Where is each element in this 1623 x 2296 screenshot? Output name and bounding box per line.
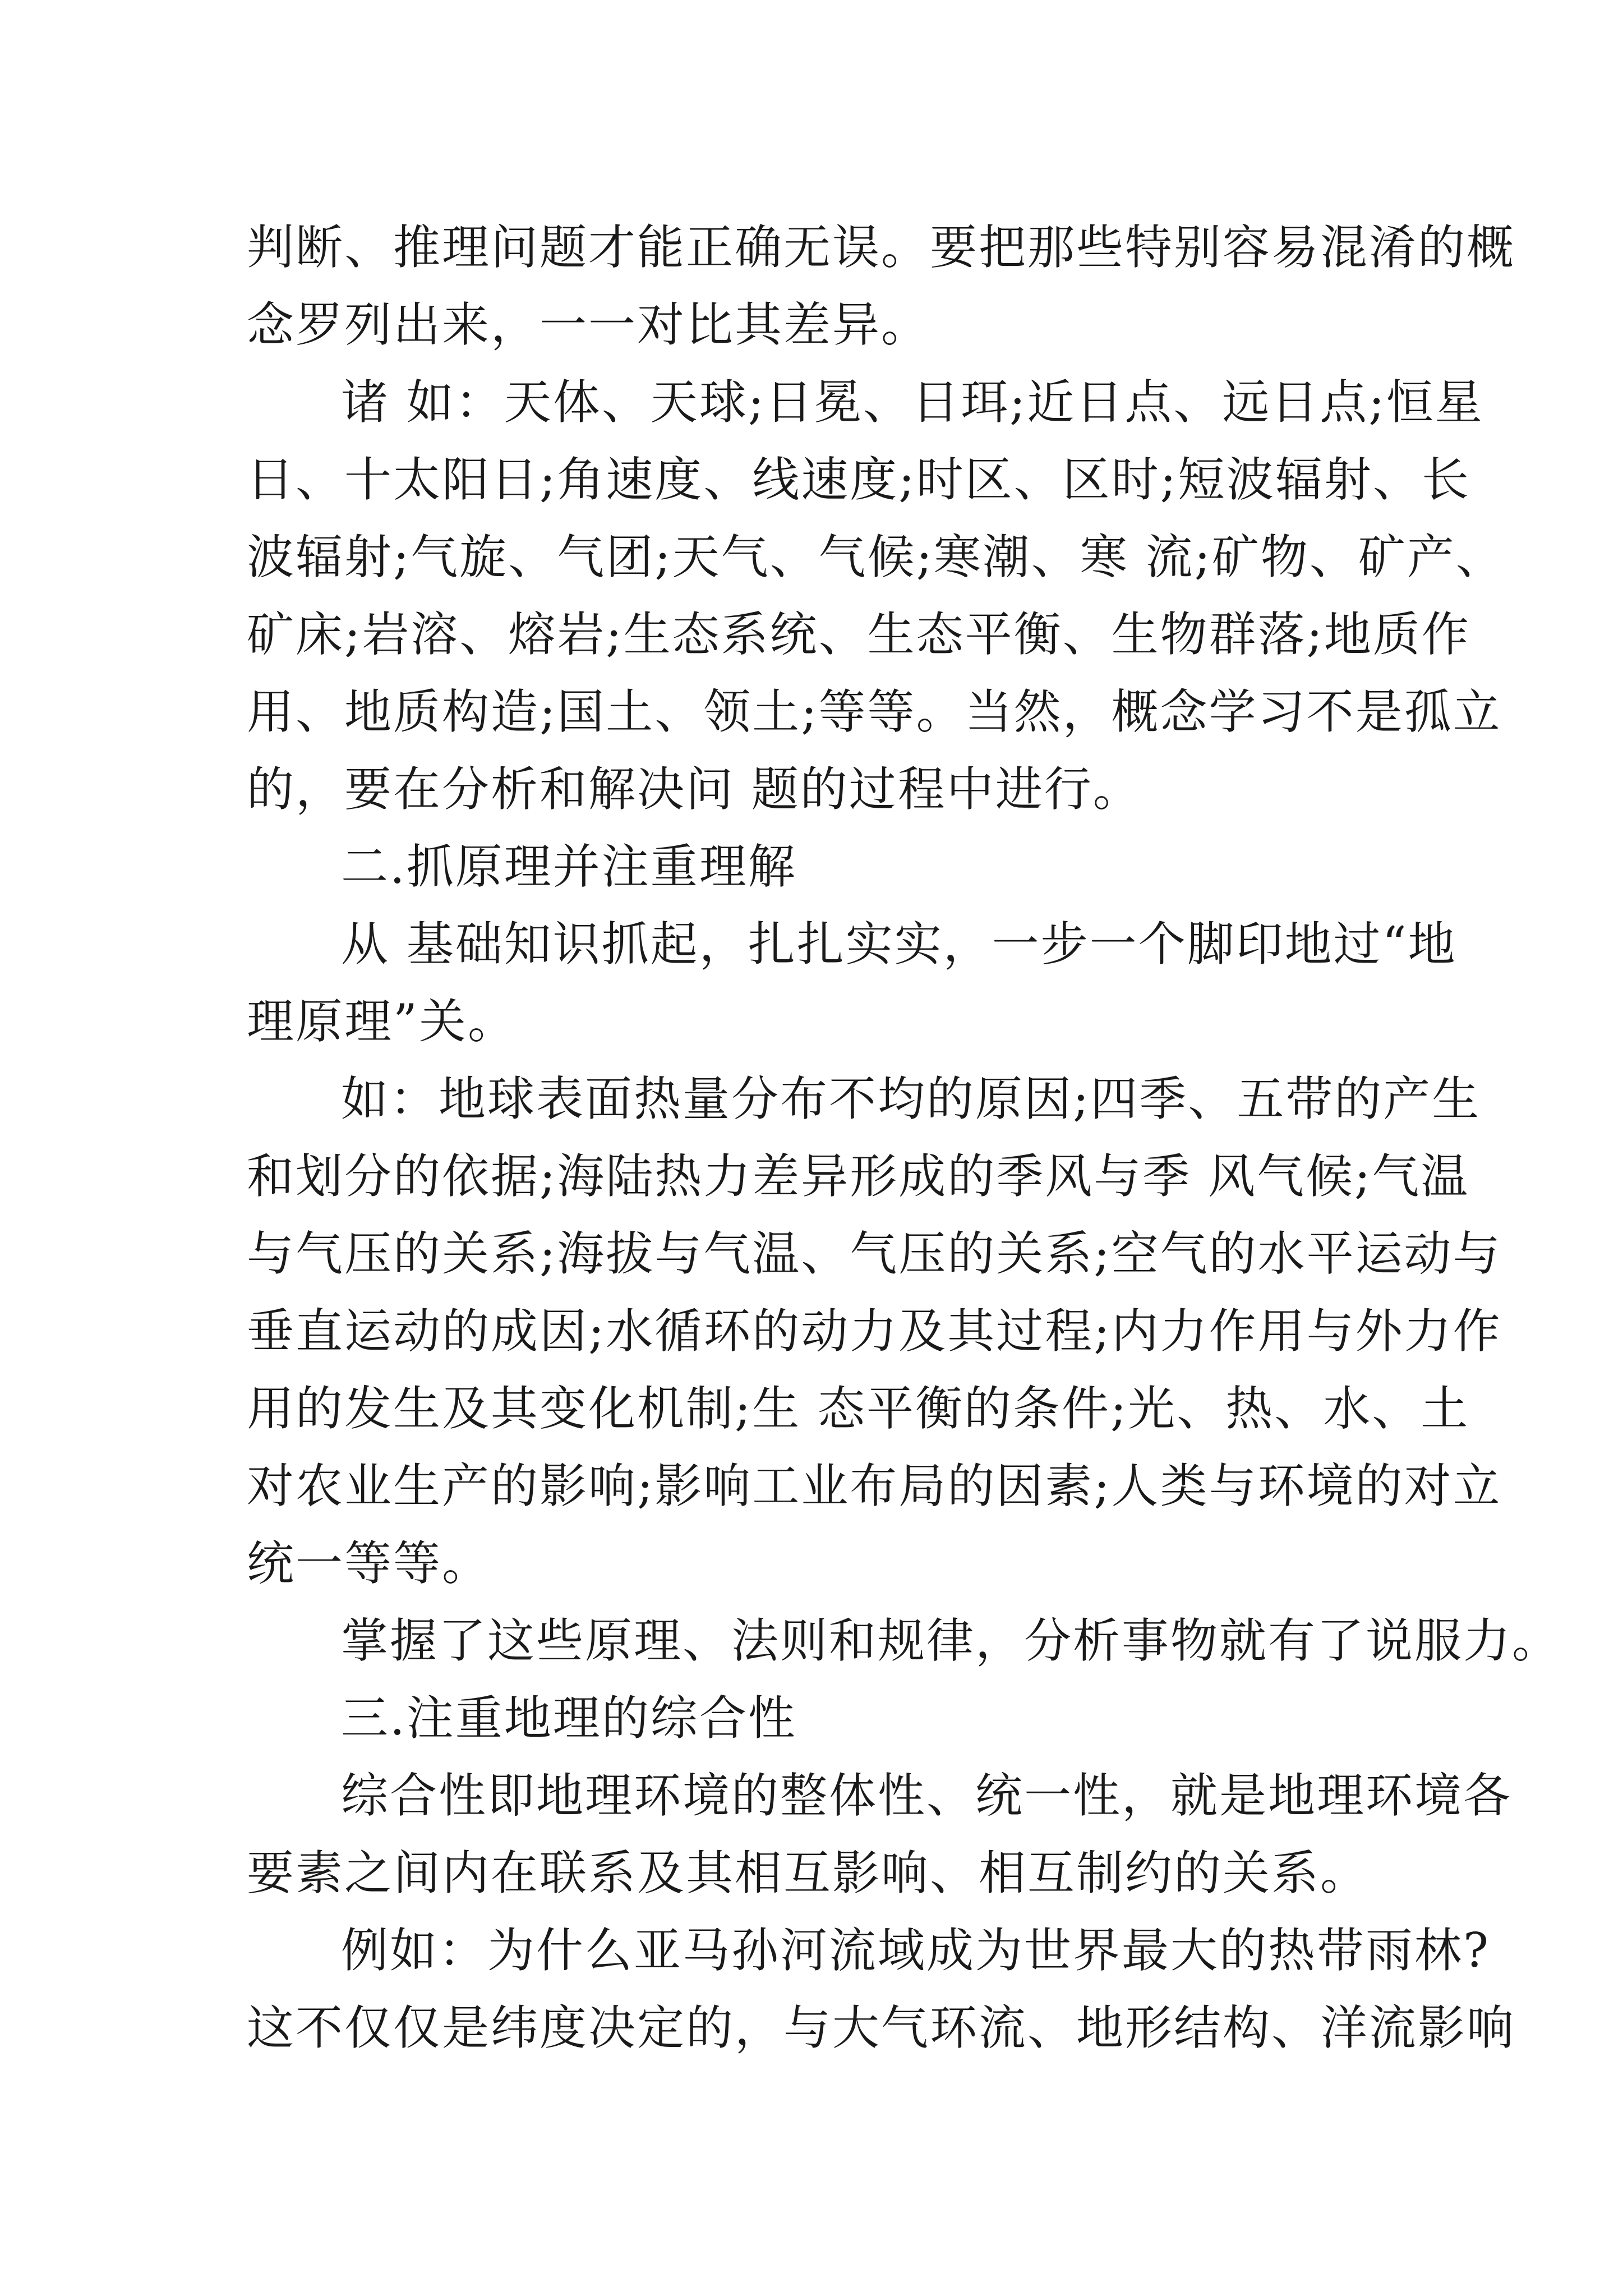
text-line: 矿床;岩溶、熔岩;生态系统、生态平衡、生物群落;地质作 [247, 607, 1470, 662]
text-line: 综合性即地理环境的整体性、统一性，就是地理环境各 [341, 1768, 1513, 1823]
text-line: 例如：为什么亚马孙河流域成为世界最大的热带雨林? [341, 1923, 1491, 1978]
body-text [247, 209, 1561, 2067]
text-line: 掌握了这些原理、法则和规律，分析事物就有了说服力。 [341, 1613, 1561, 1668]
text-line: 与气压的关系;海拔与气温、气压的关系;空气的水平运动与 [247, 1226, 1502, 1281]
text-line: 和划分的依据;海陆热力差异形成的季风与季 风气候;气温 [247, 1149, 1470, 1204]
text-line: 的，要在分析和解决问 题的过程中进行。 [247, 762, 1142, 817]
text-line: 垂直运动的成因;水循环的动力及其过程;内力作用与外力作 [247, 1304, 1502, 1359]
text-line: 从 基础知识抓起，扎扎实实，一步一个脚印地过“地 [341, 917, 1457, 972]
text-line: 这不仅仅是纬度决定的，与大气环流、地形结构、洋流影响 [247, 2000, 1516, 2055]
text-line: 波辐射;气旋、气团;天气、气候;寒潮、寒 流;矿物、矿产、 [247, 530, 1505, 585]
text-line: 诸 如：天体、天球;日冕、日珥;近日点、远日点;恒星 [341, 375, 1484, 430]
text-line: 对农业生产的影响;影响工业布局的因素;人类与环境的对立 [247, 1458, 1502, 1513]
text-line: 念罗列出来，一一对比其差异。 [247, 297, 930, 352]
text-line: 判断、推理问题才能正确无误。要把那些特别容易混淆的概 [247, 220, 1516, 275]
text-line: 用的发生及其变化机制;生 态平衡的条件;光、热、水、土 [247, 1381, 1470, 1436]
text-line: 要素之间内在联系及其相互影响、相互制约的关系。 [247, 1846, 1370, 1901]
text-line: 如：地球表面热量分布不均的原因;四季、五带的产生 [341, 1071, 1481, 1126]
text-line: 二.抓原理并注重理解 [341, 839, 797, 894]
text-line: 理原理”关。 [247, 994, 517, 1049]
text-line: 日、十太阳日;角速度、线速度;时区、区时;短波辐射、长 [247, 452, 1470, 507]
text-line: 用、地质构造;国土、领土;等等。当然，概念学习不是孤立 [247, 684, 1502, 739]
text-line: 三.注重地理的综合性 [341, 1691, 797, 1746]
text-line: 统一等等。 [247, 1536, 491, 1591]
